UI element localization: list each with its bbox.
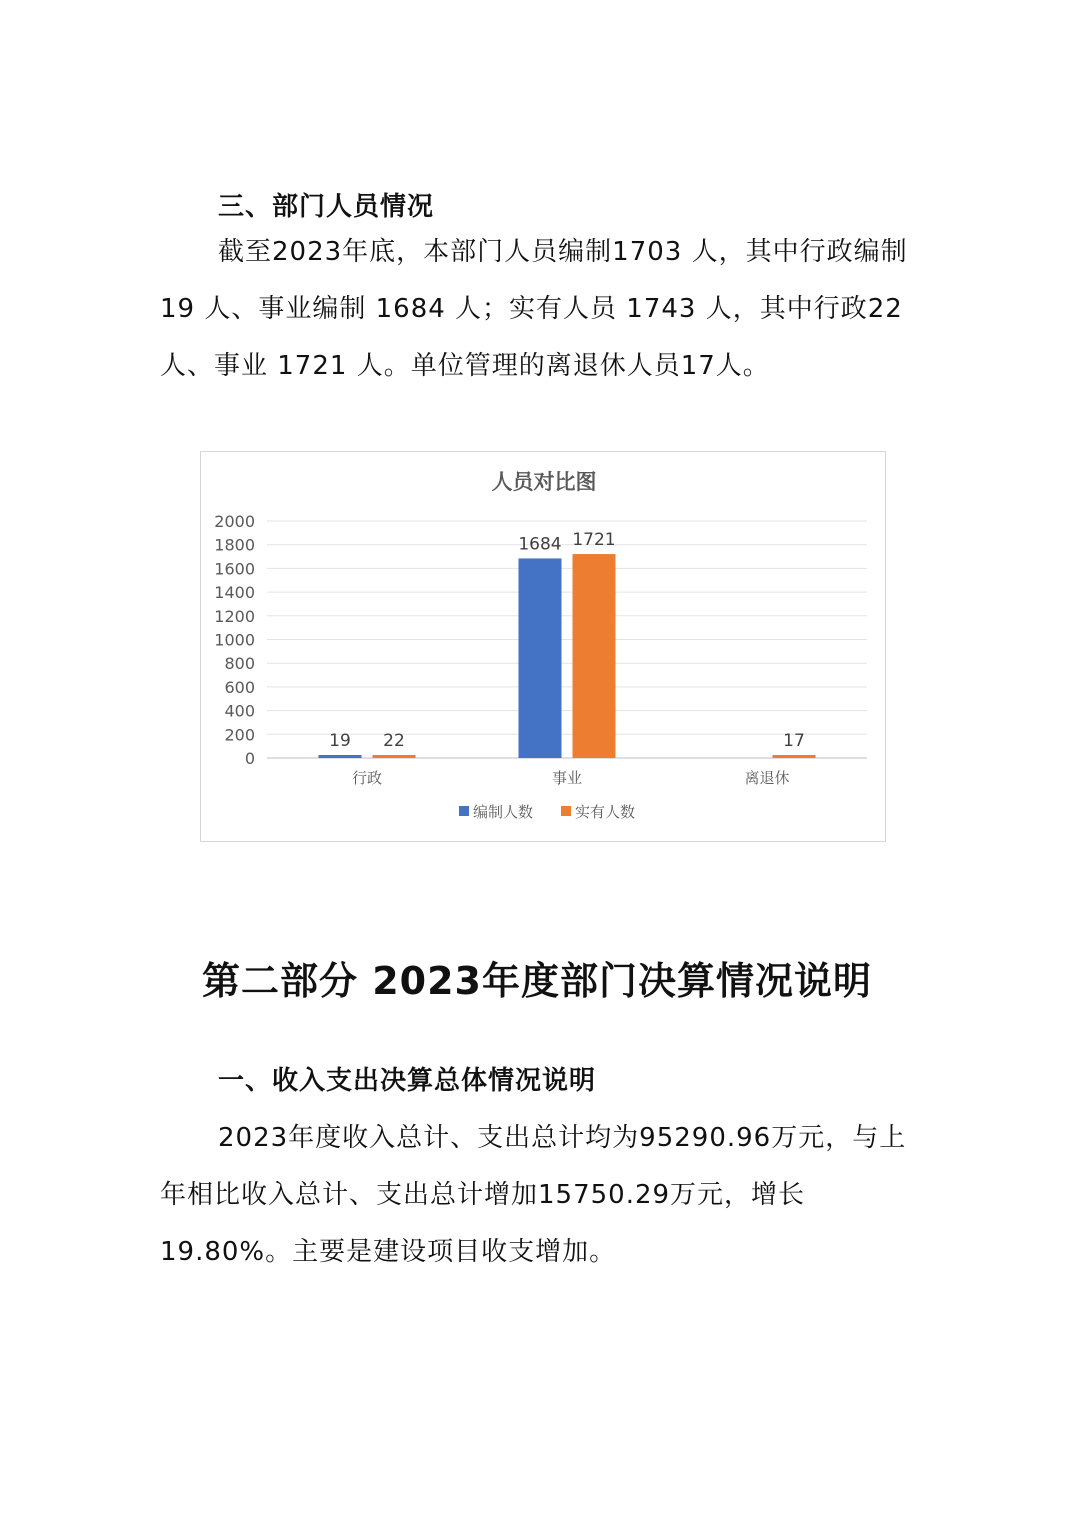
y-tick-label: 800 bbox=[224, 654, 255, 674]
personnel-chart-svg bbox=[201, 452, 887, 843]
x-category-label: 事业 bbox=[551, 769, 583, 787]
bar-data-label: 19 bbox=[329, 731, 351, 751]
y-tick-label: 200 bbox=[224, 725, 255, 745]
bar-data-label: 22 bbox=[383, 731, 405, 751]
y-tick-label: 400 bbox=[224, 701, 255, 721]
bar-actual bbox=[773, 755, 816, 758]
legend-label: 实有人数 bbox=[575, 803, 636, 821]
bar-data-label: 1684 bbox=[518, 534, 562, 555]
bar-actual bbox=[573, 554, 616, 758]
bar-data-label: 1721 bbox=[572, 530, 616, 551]
legend-label: 编制人数 bbox=[473, 803, 534, 821]
y-tick-label: 1200 bbox=[214, 606, 255, 626]
income-expense-paragraph bbox=[160, 1110, 928, 1281]
y-tick-label: 1400 bbox=[214, 583, 255, 603]
x-category-label: 行政 bbox=[351, 769, 383, 787]
bar-authorized bbox=[519, 558, 562, 758]
y-tick-label: 600 bbox=[224, 677, 255, 697]
bar-authorized bbox=[319, 755, 362, 758]
bar-data-label: 17 bbox=[783, 731, 805, 751]
y-tick-label: 1800 bbox=[214, 535, 255, 555]
personnel-paragraph-text: 截至2023年底，本部门人员编制1703 人，其中行政编制 19 人、事业编制 1684 人；实有人员 1743 人，其中行政22人、事业 1721 人。单位管理的离退休人员17人。 bbox=[160, 237, 908, 381]
bar-actual bbox=[373, 755, 416, 758]
personnel-chart bbox=[200, 451, 886, 842]
y-tick-label: 2000 bbox=[214, 512, 255, 531]
part-two-title: 第二部分 2023年度部门决算情况说明 bbox=[202, 959, 872, 1003]
y-tick-label: 1000 bbox=[214, 630, 255, 650]
y-tick-label: 1600 bbox=[214, 559, 255, 579]
section-heading-income-expense: 一、收入支出决算总体情况说明 bbox=[218, 1066, 597, 1096]
legend-swatch bbox=[561, 806, 571, 816]
legend-swatch bbox=[459, 806, 469, 816]
chart-title: 人员对比图 bbox=[491, 470, 597, 494]
section-heading-personnel: 三、部门人员情况 bbox=[218, 192, 435, 222]
personnel-paragraph bbox=[160, 224, 928, 395]
y-tick-label: 0 bbox=[244, 749, 255, 768]
x-category-label: 离退休 bbox=[744, 769, 790, 787]
income-expense-paragraph-text: 2023年度收入总计、支出总计均为95290.96万元，与上年相比收入总计、支出总计增加15750.29万元，增长19.80%。主要是建设项目收支增加。 bbox=[160, 1123, 907, 1267]
